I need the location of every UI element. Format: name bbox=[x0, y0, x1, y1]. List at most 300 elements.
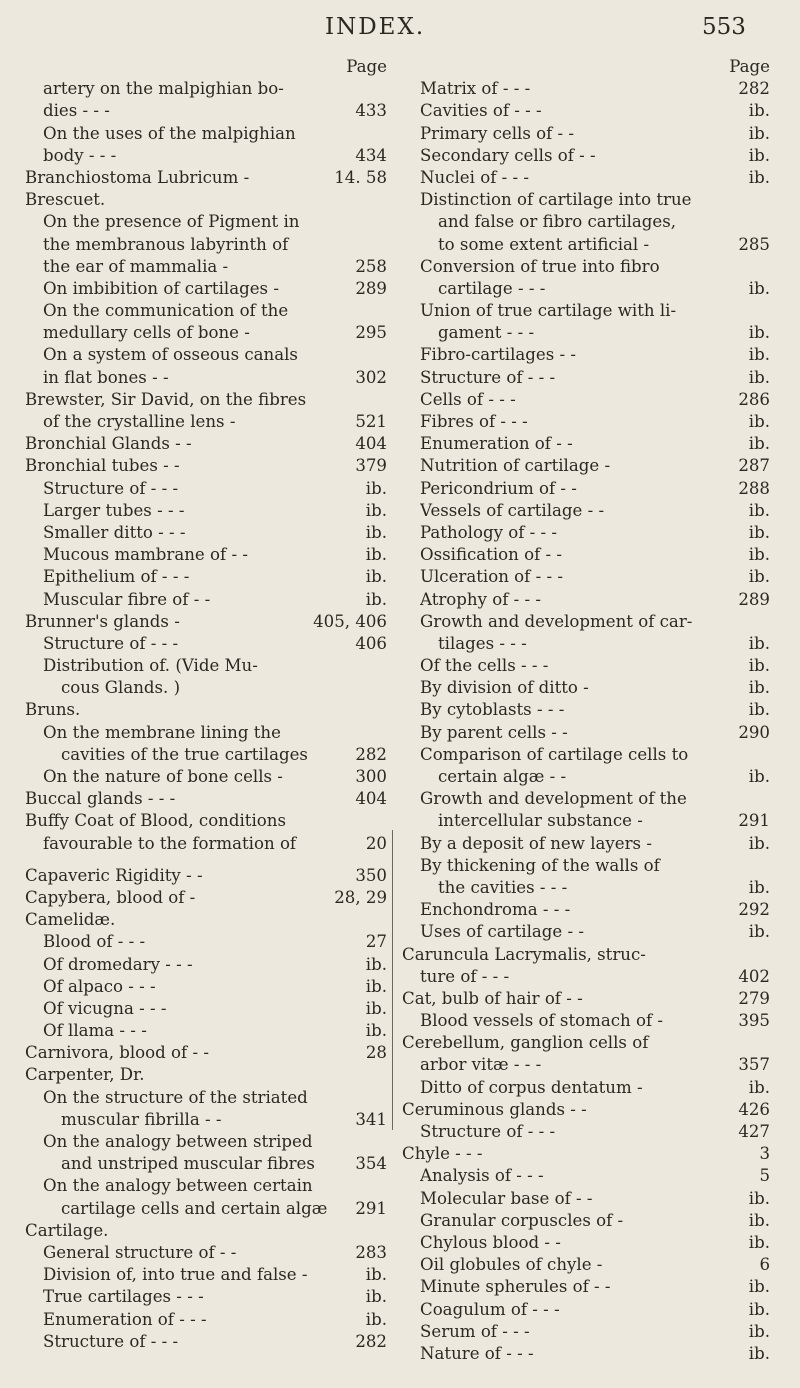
entry-page-ref: ib. bbox=[365, 1021, 387, 1041]
index-entry bbox=[25, 655, 387, 677]
entry-text: General structure of - - bbox=[43, 1242, 237, 1262]
index-entry bbox=[25, 1309, 387, 1331]
index-entry bbox=[402, 566, 770, 588]
entry-text: Structure of - - - bbox=[43, 478, 179, 498]
index-entry bbox=[25, 189, 387, 211]
entry-text: Growth and development of the bbox=[420, 789, 687, 809]
index-entry bbox=[25, 1198, 387, 1220]
running-title: INDEX. bbox=[325, 14, 426, 40]
column-divider bbox=[392, 830, 393, 1130]
entry-page-ref: ib. bbox=[748, 1299, 770, 1319]
entry-page-ref: ib. bbox=[748, 833, 770, 853]
index-entry bbox=[25, 478, 387, 500]
entry-text: Brescuet. bbox=[25, 190, 106, 210]
entry-text: Enumeration of - - - bbox=[43, 1309, 207, 1329]
entry-text: Of dromedary - - - bbox=[43, 954, 193, 974]
entry-text: Capybera, blood of - bbox=[25, 887, 196, 907]
entry-page-ref: ib. bbox=[748, 922, 770, 942]
entry-text: True cartilages - - - bbox=[43, 1287, 204, 1307]
entry-text: dies - - - bbox=[43, 101, 110, 121]
entry-text: Of vicugna - - - bbox=[43, 998, 167, 1018]
index-entry bbox=[25, 1286, 387, 1308]
index-entry bbox=[402, 855, 770, 877]
index-entry bbox=[402, 988, 770, 1010]
entry-page-ref: ib. bbox=[748, 367, 770, 387]
entry-text: Atrophy of - - - bbox=[420, 589, 542, 609]
entry-text: Distinction of cartilage into true bbox=[420, 190, 692, 210]
entry-page-ref: 434 bbox=[355, 145, 387, 165]
entry-text: medullary cells of bone - bbox=[43, 323, 250, 343]
entry-text: Pathology of - - - bbox=[420, 522, 558, 542]
index-entry bbox=[25, 998, 387, 1020]
entry-text: Granular corpuscles of - bbox=[420, 1210, 624, 1230]
entry-text: Bronchial Glands - - bbox=[25, 434, 192, 454]
entry-page-ref: 427 bbox=[738, 1122, 770, 1141]
index-entry bbox=[25, 1087, 387, 1109]
entry-page-ref: 279 bbox=[738, 988, 770, 1008]
index-entry bbox=[402, 234, 770, 256]
entry-text: arbor vitæ - - - bbox=[420, 1055, 542, 1075]
entry-page-ref: 406 bbox=[355, 633, 387, 653]
index-entry bbox=[402, 633, 770, 655]
index-entry bbox=[402, 123, 770, 145]
index-entry bbox=[25, 589, 387, 611]
index-entry bbox=[402, 1054, 770, 1076]
entry-text: Camelidæ. bbox=[25, 910, 116, 930]
entry-page-ref: ib. bbox=[748, 323, 770, 343]
entry-page-ref: ib. bbox=[748, 656, 770, 676]
entry-text: muscular fibrilla - - bbox=[61, 1109, 222, 1129]
index-entry bbox=[402, 722, 770, 744]
entry-page-ref: 290 bbox=[738, 722, 770, 742]
index-entry bbox=[402, 833, 770, 855]
entry-page-ref: 521 bbox=[355, 412, 387, 431]
entry-text: Cat, bulb of hair of - - bbox=[402, 988, 583, 1008]
entry-text: Ossification of - - bbox=[420, 545, 563, 565]
index-entry bbox=[402, 1299, 770, 1321]
index-entry bbox=[402, 367, 770, 389]
entry-page-ref: 350 bbox=[355, 865, 387, 885]
entry-text: Coagulum of - - - bbox=[420, 1299, 560, 1319]
entry-text: the ear of mammalia - bbox=[43, 256, 229, 276]
index-entry bbox=[402, 744, 770, 766]
entry-text: Oil globules of chyle - bbox=[420, 1255, 603, 1275]
index-entry bbox=[402, 921, 770, 943]
entry-page-ref: 28, 29 bbox=[334, 887, 387, 907]
entry-page-ref: 357 bbox=[738, 1055, 770, 1075]
index-entry bbox=[402, 1099, 770, 1121]
entry-page-ref: 404 bbox=[355, 434, 387, 454]
entry-page-ref: 286 bbox=[738, 389, 770, 409]
entry-page-ref: ib. bbox=[748, 145, 770, 165]
entry-text: Carnivora, blood of - - bbox=[25, 1043, 209, 1063]
entry-text: cartilage cells and certain algæ bbox=[61, 1198, 328, 1218]
entry-page-ref: 6 bbox=[759, 1255, 770, 1275]
entry-page-ref: ib. bbox=[365, 545, 387, 565]
index-entry bbox=[402, 189, 770, 211]
entry-text: Structure of - - - bbox=[420, 367, 556, 387]
entry-page-ref: 402 bbox=[738, 966, 770, 986]
entry-page-ref: ib. bbox=[365, 1309, 387, 1329]
entry-page-ref: ib. bbox=[748, 412, 770, 431]
entry-text: Cavities of - - - bbox=[420, 101, 542, 121]
entry-text: Enchondroma - - - bbox=[420, 900, 571, 920]
index-entry bbox=[402, 344, 770, 366]
entry-text: Nature of - - - bbox=[420, 1343, 534, 1363]
entry-text: Matrix of - - - bbox=[420, 79, 531, 99]
index-entry bbox=[402, 300, 770, 322]
entry-page-ref: 20 bbox=[365, 833, 387, 853]
index-entry bbox=[402, 100, 770, 122]
entry-page-ref: 302 bbox=[355, 367, 387, 387]
entry-text: Epithelium of - - - bbox=[43, 567, 190, 587]
entry-text: On a system of osseous canals bbox=[43, 345, 298, 365]
index-entry bbox=[402, 256, 770, 278]
index-entry bbox=[25, 1175, 387, 1197]
index-entry bbox=[25, 1242, 387, 1264]
entry-page-ref: ib. bbox=[748, 123, 770, 143]
index-entry bbox=[402, 677, 770, 699]
index-entry bbox=[402, 411, 770, 433]
entry-page-ref: ib. bbox=[748, 1077, 770, 1097]
entry-page-ref: ib. bbox=[365, 998, 387, 1018]
entry-page-ref: ib. bbox=[365, 976, 387, 996]
index-entry bbox=[25, 766, 387, 788]
entry-text: On the membrane lining the bbox=[43, 722, 281, 742]
entry-text: Branchiostoma Lubricum - bbox=[25, 167, 250, 187]
index-entry bbox=[402, 589, 770, 611]
entry-text: Enumeration of - - bbox=[420, 434, 573, 454]
entry-page-ref: 282 bbox=[355, 744, 387, 764]
index-entry bbox=[25, 123, 387, 145]
index-entry bbox=[25, 1153, 387, 1175]
entry-page-ref: ib. bbox=[748, 567, 770, 587]
entry-text: the membranous labyrinth of bbox=[43, 234, 289, 254]
entry-text: On the nature of bone cells - bbox=[43, 767, 283, 786]
index-entry bbox=[402, 500, 770, 522]
entry-text: of the crystalline lens - bbox=[43, 412, 236, 431]
entry-text: gament - - - bbox=[438, 323, 535, 343]
index-entry bbox=[402, 433, 770, 455]
entry-page-ref: 289 bbox=[355, 278, 387, 298]
entry-page-ref: ib. bbox=[365, 500, 387, 520]
entry-text: cartilage - - - bbox=[438, 278, 546, 298]
entry-page-ref: ib. bbox=[748, 700, 770, 720]
entry-page-ref: ib. bbox=[365, 1287, 387, 1307]
index-entry bbox=[25, 100, 387, 122]
entry-page-ref: ib. bbox=[365, 478, 387, 498]
entry-text: Brewster, Sir David, on the fibres bbox=[25, 389, 307, 409]
entry-text: On the structure of the striated bbox=[43, 1087, 308, 1107]
index-entry bbox=[402, 655, 770, 677]
index-entry bbox=[402, 1321, 770, 1343]
index-entry bbox=[25, 566, 387, 588]
entry-text: Cartilage. bbox=[25, 1220, 109, 1240]
index-entry bbox=[402, 78, 770, 100]
entry-text: On imbibition of cartilages - bbox=[43, 278, 279, 298]
entry-page-ref: ib. bbox=[748, 167, 770, 187]
index-entry bbox=[402, 944, 770, 966]
entry-text: Nutrition of cartilage - bbox=[420, 456, 611, 476]
entry-page-ref: 379 bbox=[355, 456, 387, 476]
index-entry bbox=[402, 145, 770, 167]
index-entry bbox=[25, 722, 387, 744]
index-entry bbox=[402, 1210, 770, 1232]
entry-text: Molecular base of - - bbox=[420, 1188, 593, 1208]
index-entry bbox=[25, 810, 387, 832]
index-entry bbox=[402, 522, 770, 544]
index-entry bbox=[402, 1232, 770, 1254]
index-entry bbox=[25, 865, 387, 887]
index-entry bbox=[25, 1220, 387, 1242]
entry-text: Primary cells of - - bbox=[420, 123, 575, 143]
entry-text: Brunner's glands - bbox=[25, 611, 180, 631]
entry-text: Conversion of true into fibro bbox=[420, 256, 660, 276]
entry-text: in flat bones - - bbox=[43, 367, 169, 387]
entry-text: Fibres of - - - bbox=[420, 412, 528, 431]
index-entry bbox=[25, 500, 387, 522]
index-entry bbox=[402, 788, 770, 810]
index-entry bbox=[402, 1188, 770, 1210]
entry-text: On the uses of the malpighian bbox=[43, 123, 296, 143]
entry-page-ref: 341 bbox=[355, 1109, 387, 1129]
entry-page-ref: ib. bbox=[365, 954, 387, 974]
index-entry bbox=[25, 699, 387, 721]
entry-text: Carpenter, Dr. bbox=[25, 1065, 145, 1085]
index-entry bbox=[402, 1077, 770, 1099]
entry-text: Buffy Coat of Blood, conditions bbox=[25, 811, 286, 831]
index-entry bbox=[25, 433, 387, 455]
index-entry bbox=[402, 389, 770, 411]
entry-page-ref: 300 bbox=[355, 767, 387, 786]
entry-page-ref: 433 bbox=[355, 101, 387, 121]
entry-page-ref: 258 bbox=[355, 256, 387, 276]
entry-page-ref: ib. bbox=[748, 101, 770, 121]
entry-text: certain algæ - - bbox=[438, 767, 567, 786]
index-entry bbox=[402, 1165, 770, 1187]
entry-page-ref: 426 bbox=[738, 1099, 770, 1119]
entry-text: Vessels of cartilage - - bbox=[420, 500, 605, 520]
entry-page-ref: 282 bbox=[355, 1331, 387, 1351]
entry-text: ture of - - - bbox=[420, 966, 510, 986]
entry-page-ref: 295 bbox=[355, 323, 387, 343]
entry-text: Ceruminous glands - - bbox=[402, 1099, 587, 1119]
entry-page-ref: ib. bbox=[748, 278, 770, 298]
entry-text: Of alpaco - - - bbox=[43, 976, 156, 996]
entry-page-ref: ib. bbox=[748, 522, 770, 542]
entry-page-ref: 292 bbox=[738, 900, 770, 920]
entry-text: Mucous mambrane of - - bbox=[43, 545, 248, 565]
entry-text: Nuclei of - - - bbox=[420, 167, 529, 187]
index-entry bbox=[25, 411, 387, 433]
entry-page-ref: ib. bbox=[748, 678, 770, 698]
entry-text: to some extent artificial - bbox=[438, 234, 650, 254]
entry-text: Ulceration of - - - bbox=[420, 567, 563, 587]
entry-text: Chyle - - - bbox=[402, 1144, 483, 1164]
index-entry bbox=[25, 522, 387, 544]
index-entry bbox=[25, 455, 387, 477]
entry-page-ref: 287 bbox=[738, 456, 770, 476]
index-entry bbox=[402, 877, 770, 899]
entry-page-ref: 3 bbox=[759, 1144, 770, 1164]
index-entry bbox=[25, 322, 387, 344]
entry-text: Capaveric Rigidity - - bbox=[25, 865, 203, 885]
index-entry bbox=[25, 211, 387, 233]
entry-text: the cavities - - - bbox=[438, 877, 568, 897]
index-entry bbox=[402, 1143, 770, 1165]
entry-page-ref: ib. bbox=[748, 434, 770, 454]
index-entry bbox=[25, 909, 387, 931]
index-column-left bbox=[25, 56, 387, 1353]
entry-text: Blood of - - - bbox=[43, 932, 146, 952]
entry-text: Division of, into true and false - bbox=[43, 1265, 308, 1285]
entry-text: Structure of - - - bbox=[43, 633, 179, 653]
entry-text: Ditto of corpus dentatum - bbox=[420, 1077, 643, 1097]
entry-page-ref: 354 bbox=[355, 1154, 387, 1174]
page-column-label: Page bbox=[346, 57, 387, 76]
index-entry bbox=[402, 1032, 770, 1054]
index-entry bbox=[402, 1276, 770, 1298]
index-entry bbox=[25, 1109, 387, 1131]
index-entry bbox=[402, 478, 770, 500]
index-entry bbox=[25, 1264, 387, 1286]
entry-text: On the analogy between certain bbox=[43, 1176, 313, 1196]
entry-text: intercellular substance - bbox=[438, 811, 643, 831]
entry-text: Bruns. bbox=[25, 700, 81, 720]
entry-text: Buccal glands - - - bbox=[25, 789, 176, 809]
entry-page-ref: 291 bbox=[355, 1198, 387, 1218]
entry-text: body - - - bbox=[43, 145, 117, 165]
entry-page-ref: ib. bbox=[748, 767, 770, 786]
entry-text: Larger tubes - - - bbox=[43, 500, 185, 520]
index-entry bbox=[25, 78, 387, 100]
entry-text: cavities of the true cartilages bbox=[61, 744, 308, 764]
entry-text: By parent cells - - bbox=[420, 722, 568, 742]
index-entry bbox=[25, 976, 387, 998]
index-entry bbox=[25, 954, 387, 976]
entry-page-ref: 27 bbox=[365, 932, 387, 952]
entry-text: By division of ditto - bbox=[420, 678, 589, 698]
entry-text: Bronchial tubes - - bbox=[25, 456, 180, 476]
entry-page-ref: ib. bbox=[748, 545, 770, 565]
entry-text: cous Glands. ) bbox=[61, 678, 181, 698]
entry-text: Distribution of. (Vide Mu- bbox=[43, 656, 258, 676]
entry-text: By a deposit of new layers - bbox=[420, 833, 652, 853]
entry-text: Smaller ditto - - - bbox=[43, 522, 186, 542]
entry-page-ref: ib. bbox=[365, 567, 387, 587]
entry-page-ref: 288 bbox=[738, 478, 770, 498]
entry-page-ref: 283 bbox=[355, 1242, 387, 1262]
entry-text: Analysis of - - - bbox=[420, 1166, 544, 1186]
index-entry bbox=[402, 1121, 770, 1143]
index-entry bbox=[402, 211, 770, 233]
page-header bbox=[0, 14, 800, 44]
entry-page-ref: ib. bbox=[748, 1277, 770, 1297]
entry-text: tilages - - - bbox=[438, 633, 527, 653]
entry-text: Of the cells - - - bbox=[420, 656, 549, 676]
entry-page-ref: 14. 58 bbox=[334, 167, 387, 187]
index-entry bbox=[25, 1042, 387, 1064]
index-entry bbox=[402, 611, 770, 633]
entry-text: Caruncula Lacrymalis, struc- bbox=[402, 944, 646, 964]
entry-text: Blood vessels of stomach of - bbox=[420, 1011, 663, 1031]
index-entry bbox=[25, 611, 387, 633]
index-entry bbox=[25, 677, 387, 699]
entry-page-ref: 405, 406 bbox=[313, 611, 387, 631]
index-entry bbox=[25, 633, 387, 655]
entry-text: Structure of - - - bbox=[420, 1122, 556, 1141]
entry-text: Cells of - - - bbox=[420, 389, 516, 409]
index-entry bbox=[402, 322, 770, 344]
index-entry bbox=[402, 455, 770, 477]
entry-text: Secondary cells of - - bbox=[420, 145, 596, 165]
index-entry bbox=[25, 278, 387, 300]
entry-page-ref: ib. bbox=[748, 1232, 770, 1252]
index-entry bbox=[402, 699, 770, 721]
index-entry bbox=[25, 544, 387, 566]
entry-text: Minute spherules of - - bbox=[420, 1277, 611, 1297]
entry-text: Union of true cartilage with li- bbox=[420, 301, 677, 321]
entry-text: By thickening of the walls of bbox=[420, 855, 660, 875]
index-entry bbox=[25, 389, 387, 411]
entry-page-ref: ib. bbox=[748, 1321, 770, 1341]
entry-text: Pericondrium of - - bbox=[420, 478, 577, 498]
index-entry bbox=[25, 300, 387, 322]
entry-text: and unstriped muscular fibres bbox=[61, 1154, 315, 1174]
entry-page-ref: 28 bbox=[365, 1043, 387, 1063]
index-entry bbox=[25, 167, 387, 189]
index-entry bbox=[402, 544, 770, 566]
index-entry bbox=[402, 278, 770, 300]
entry-page-ref: 5 bbox=[759, 1166, 770, 1186]
index-entry bbox=[25, 833, 387, 855]
entry-page-ref: 289 bbox=[738, 589, 770, 609]
entry-page-ref: ib. bbox=[365, 522, 387, 542]
entry-page-ref: ib. bbox=[748, 633, 770, 653]
page-number: 553 bbox=[702, 14, 746, 40]
entry-page-ref: ib. bbox=[748, 1210, 770, 1230]
entry-text: Fibro-cartilages - - bbox=[420, 345, 576, 365]
entry-text: Structure of - - - bbox=[43, 1331, 179, 1351]
index-entry bbox=[25, 1020, 387, 1042]
index-entry bbox=[402, 1010, 770, 1032]
index-entry bbox=[25, 744, 387, 766]
entry-text: Of llama - - - bbox=[43, 1021, 147, 1041]
entry-page-ref: 291 bbox=[738, 811, 770, 831]
entry-page-ref: 404 bbox=[355, 789, 387, 809]
entry-page-ref: 285 bbox=[738, 234, 770, 254]
entry-page-ref: ib. bbox=[365, 1265, 387, 1285]
entry-text: On the presence of Pigment in bbox=[43, 212, 300, 232]
entry-page-ref: 395 bbox=[738, 1011, 770, 1031]
index-entry bbox=[402, 899, 770, 921]
entry-page-ref: ib. bbox=[365, 589, 387, 609]
index-entry bbox=[25, 344, 387, 366]
entry-text: Growth and development of car- bbox=[420, 611, 693, 631]
entry-text: On the communication of the bbox=[43, 301, 289, 321]
index-entry bbox=[25, 1131, 387, 1153]
entry-page-ref: ib. bbox=[748, 877, 770, 897]
index-entry bbox=[25, 256, 387, 278]
entry-text: Uses of cartilage - - bbox=[420, 922, 585, 942]
entry-text: Muscular fibre of - - bbox=[43, 589, 211, 609]
entry-text: artery on the malpighian bo- bbox=[43, 79, 284, 99]
page-column-label: Page bbox=[729, 57, 770, 76]
index-column-right bbox=[402, 56, 770, 1365]
entry-page-ref: 282 bbox=[738, 79, 770, 99]
index-entry bbox=[402, 766, 770, 788]
entry-text: By cytoblasts - - - bbox=[420, 700, 565, 720]
